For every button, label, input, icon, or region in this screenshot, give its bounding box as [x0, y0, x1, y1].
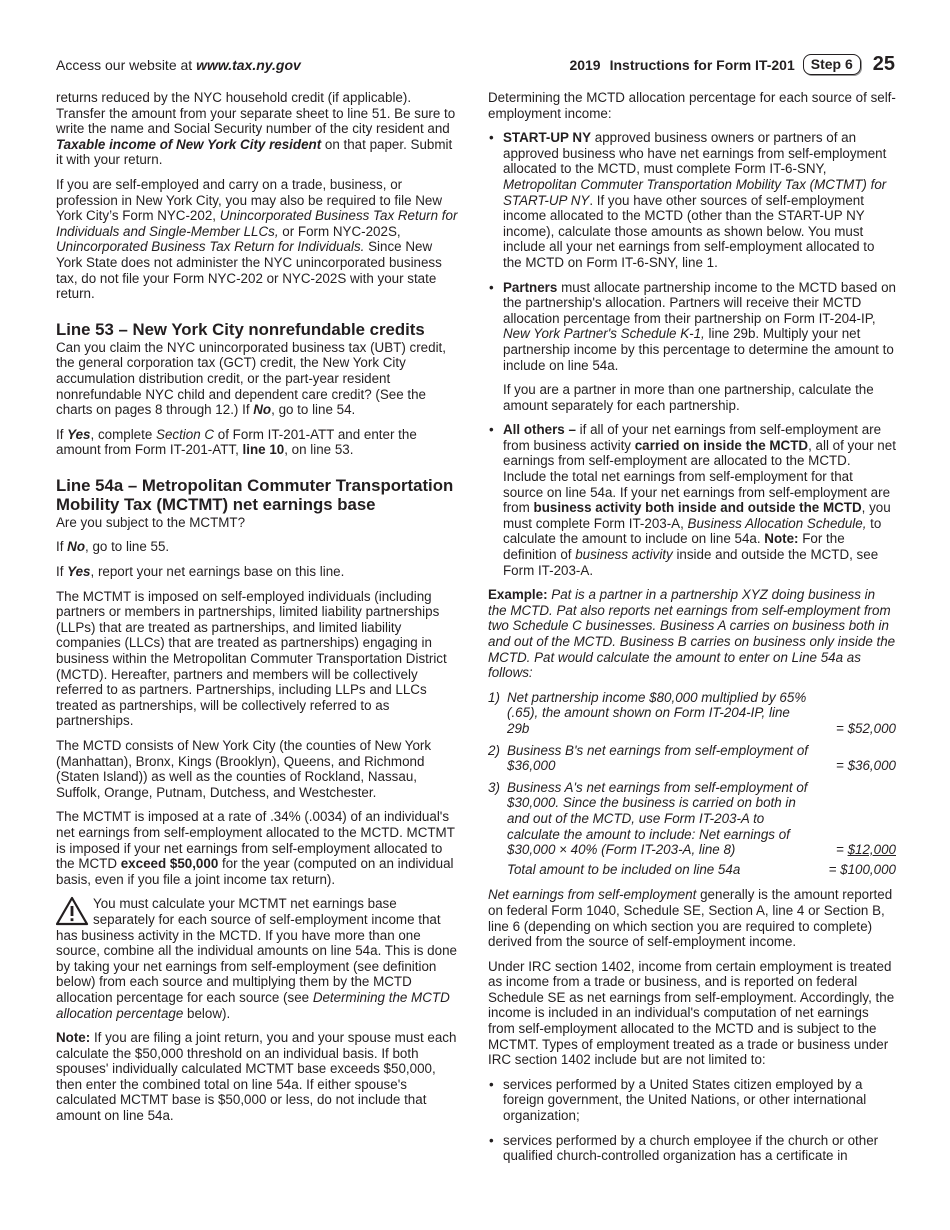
- example-item-3: 3) Business A's net earnings from self-employment of $30,000. Since the business is carried on both in and out of the MCTD, use Form IT-203-A to calculate the amount to include: Net earnings of $30,000 × 40% (Form IT-203-A, line 8) = $12,000: [488, 779, 896, 858]
- paragraph-line-54a-yes: If Yes, report your net earnings base on this line.: [56, 564, 345, 580]
- warning-paragraph: You must calculate your MCTMT net earnings base separately for each source of self-employment income that has business activity in the MCTD. If you have more than one source, combine all the individual amounts on line 54a. This is done by taking your net earnings from self-employment (see definition below) from each source and multiplying them by the MCTD allocation percentage for each source (see Determining the MCTD allocation percentage below).: [56, 896, 457, 1021]
- header-right: [569, 53, 895, 76]
- paragraph-transfer: returns reduced by the NYC household credit (if applicable). Transfer the amount from your separate sheet to line 51. Be sure to write the name and Social Security number of the city resident and Taxable income of New York City resident on that paper. Submit it with your return.: [56, 90, 456, 168]
- left-column: [56, 90, 460, 1133]
- list-item-foreign-gov: • services performed by a United States citizen employed by a foreign government, the United Nations, or other international organization;: [488, 1077, 896, 1124]
- paragraph-mctd-consists: The MCTD consists of New York City (the counties of New York (Manhattan), Bronx, Kings (Brooklyn), Queens, and Richmond (Staten Island)) as well as the counties of Rockland, Nassau, Suffolk, Orange, Putnam, Dutchess, and Westchester.: [56, 738, 432, 800]
- paragraph-line-54a-question: Are you subject to the MCTMT?: [56, 514, 246, 530]
- website-link[interactable]: www.tax.ny.gov: [196, 57, 301, 73]
- warning-icon: [56, 896, 89, 926]
- paragraph-irc-1402: Under IRC section 1402, income from certain employment is treated as income from a trade or business, and is reported on federal Schedule SE as net earnings from self-employment. Accordingly, the income is included in an individual's computation of net earnings from self-employment allocated to the MCTD and is subject to the MCTMT. Types of employment treated as a trade or business under IRC section 1402 include but are not limited to:: [488, 958, 895, 1068]
- list-item-church: • services performed by a church employee if the church or other qualified church-controlled organization has a certificate in: [488, 1133, 896, 1164]
- list-item-partners: • Partners must allocate partnership income to the MCTD based on the partnership's allocation. Partners will receive their MCTD allocation percentage from their partnership on Form IT-204-IP, New York Partner's Schedule K-1, line 29b. Multiply your net partnership income by this percentage to determine the amount to include on line 54a. If you are a partner in more than one partnership, calculate the amount separately for each partnership.: [488, 280, 896, 414]
- paragraph-mctmt-rate: The MCTMT is imposed at a rate of .34% (.0034) of an individual's net earnings from self-employment allocated to the MCTD. MCTMT is imposed if your net earnings from self-employment allocated to the MCTD exceed $50,000 for the year (computed on an individual basis, even if you file a joint income tax return).: [56, 809, 455, 887]
- allocation-list: [488, 130, 896, 578]
- note-joint-return: Note: If you are filing a joint return, you and your spouse must each calculate the $50,000 threshold on an individual basis. If both spouses' individually calculated MCTMT base exceeds $50,000, then enter the combined total on line 54a. If either spouse's calculated MCTMT base is $50,000 or less, do not include that amount on line 54a.: [56, 1030, 457, 1124]
- page-number: 25: [872, 53, 895, 75]
- list-item-all-others: • All others – if all of your net earnings from self-employment are from business activity carried on inside the MCTD, all of your net earnings from self-employment are allocated to the MCTD. Include the total net earnings from self-employment for that source on line 54a. If your net earnings from self-employment are from business activity both inside and outside the MCTD, you must complete Form IT-203-A, Business Allocation Schedule, to calculate the amount to include on line 54a. Note: For the definition of business activity inside and outside the MCTD, see Form IT-203-A.: [488, 422, 896, 578]
- header-year: 2019: [569, 56, 601, 73]
- paragraph-nyc-ubt: If you are self-employed and carry on a trade, business, or profession in New York City, you may also be required to file New York City’s Form NYC-202, Unincorporated Business Tax Return for Individuals and Single-Member LLCs, or Form NYC-202S, Unincorporated Business Tax Return for Individuals. Since New York State does not administer the NYC unincorporated business tax, do not file your Form NYC-202 or NYC-202S with your state return.: [56, 176, 458, 302]
- example-total: Total amount to be included on line 54a = $100,000: [507, 861, 896, 877]
- paragraph-line-54a-no: If No, go to line 55.: [56, 539, 170, 555]
- heading-line-54a: Line 54a – Metropolitan Commuter Transportation Mobility Tax (MCTMT) net earnings base: [56, 475, 454, 514]
- example-item-2: 2) Business B's net earnings from self-employment of $36,000 = $36,000: [488, 742, 896, 774]
- paragraph-mctmt-imposed: The MCTMT is imposed on self-employed individuals (including partners or members in partnerships, limited liability partnerships (LLPs) that are treated as partnerships, and limited liability companies (LLCs) that are treated as partnerships) engaging in business within the Metropolitan Commuter Transportation District (MCTD). Hereafter, partners and members will be collectively referred to as partners. Partnerships, including LLPs and LLCs treated as partnerships, will be collectively referred to as partnerships.: [56, 588, 447, 729]
- example-item-1: 1) Net partnership income $80,000 multiplied by 65% (.65), the amount shown on Form IT-204-IP, line 29b = $52,000: [488, 689, 896, 736]
- step-badge: Step 6: [803, 54, 861, 75]
- header-title: Instructions for Form IT-201: [609, 56, 795, 73]
- list-item-startup: • START-UP NY approved business owners or partners of an approved business who have net earnings from self-employment allocated to the MCTD, must complete Form IT-6-SNY, Metropolitan Commuter Transportation Mobility Tax (MCTMT) for START-UP NY. If you have other sources of self-employment income allocated to the MCTD (other than the START-UP NY income), calculate those amounts as shown below. You must include all your net earnings from self-employment allocated to the MCTD on Form IT-6-SNY, line 1.: [488, 130, 896, 270]
- paragraph-net-earnings: Net earnings from self-employment generally is the amount reported on federal Form 1040, Schedule SE, Section A, line 4 or Section B, line 6 (depending on which section you are required to complete) derived from the source of self-employment income.: [488, 887, 893, 950]
- paragraph-determining: Determining the MCTD allocation percentage for each source of self-employment income:: [488, 90, 896, 121]
- right-column: [488, 90, 896, 1173]
- paragraph-line-53-question: Can you claim the NYC unincorporated business tax (UBT) credit, the general corporation tax (GCT) credit, the New York City accumulation distribution credit, or the part-year resident nonrefundable NYC child and dependent care credit? (See the charts on pages 8 through 12.) If No, go to line 54.: [56, 339, 446, 418]
- irc-list: [488, 1077, 896, 1164]
- heading-line-53: Line 53 – New York City nonrefundable credits: [56, 319, 425, 339]
- paragraph-line-53-yes: If Yes, complete Section C of Form IT-201-ATT and enter the amount from Form IT-201-ATT, line 10, on line 53.: [56, 426, 417, 458]
- example-intro: Example: Pat is a partner in a partnership XYZ doing business in the MCTD. Pat also reports net earnings from self-employment from two Schedule C businesses. Business A carries on business both in and out of the MCTD. Business B carries on business only inside the MCTD. Pat would calculate the amount to enter on Line 54a as follows:: [488, 587, 896, 681]
- header-website: Access our website at www.tax.ny.gov: [56, 57, 301, 73]
